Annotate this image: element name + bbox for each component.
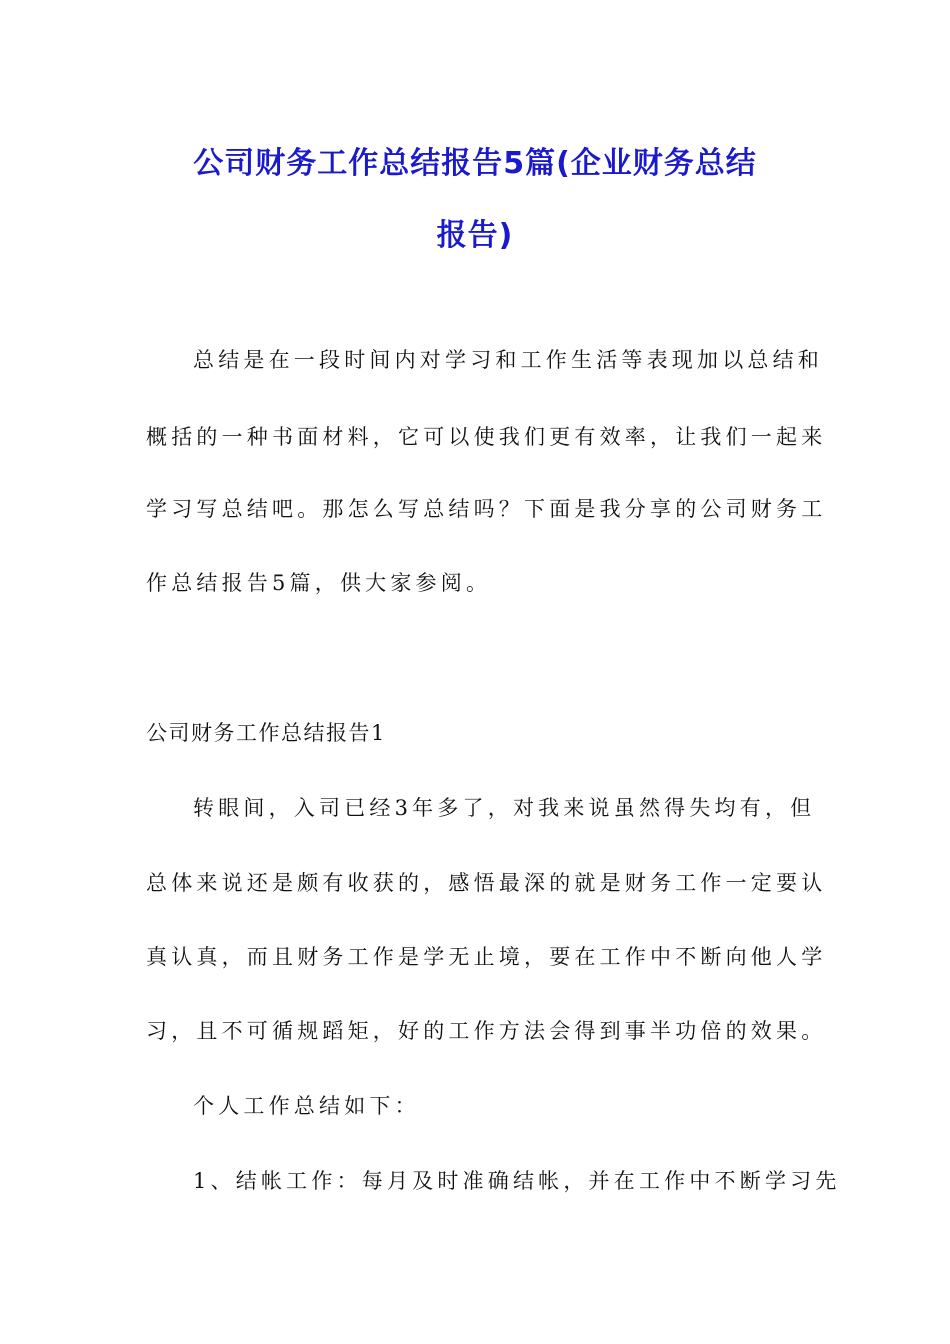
intro-line-4: 作总结报告5篇，供大家参阅。 <box>146 571 492 595</box>
intro-line-3: 学习写总结吧。那怎么写总结吗？下面是我分享的公司财务工 <box>146 497 827 521</box>
document-title <box>120 128 830 272</box>
section-body-line-3: 真认真，而且财务工作是学无止境，要在工作中不断向他人学 <box>146 945 827 969</box>
section-body-line-1: 转眼间，入司已经3年多了，对我来说虽然得失均有，但 <box>193 796 816 820</box>
section-heading: 公司财务工作总结报告1 <box>146 721 386 745</box>
intro-line-2: 概括的一种书面材料，它可以使我们更有效率，让我们一起来 <box>146 425 827 449</box>
title-line-2: 报告) <box>436 218 514 253</box>
summary-intro: 个人工作总结如下： <box>193 1094 420 1118</box>
section-body-line-2: 总体来说还是颇有收获的，感悟最深的就是财务工作一定要认 <box>146 871 827 895</box>
title-line-1: 公司财务工作总结报告5篇(企业财务总结 <box>193 146 757 181</box>
intro-line-1: 总结是在一段时间内对学习和工作生活等表现加以总结和 <box>193 348 823 372</box>
item-1: 1、结帐工作：每月及时准确结帐，并在工作中不断学习先 <box>193 1169 841 1193</box>
section-body-line-4: 习，且不可循规蹈矩，好的工作方法会得到事半功倍的效果。 <box>146 1019 827 1043</box>
